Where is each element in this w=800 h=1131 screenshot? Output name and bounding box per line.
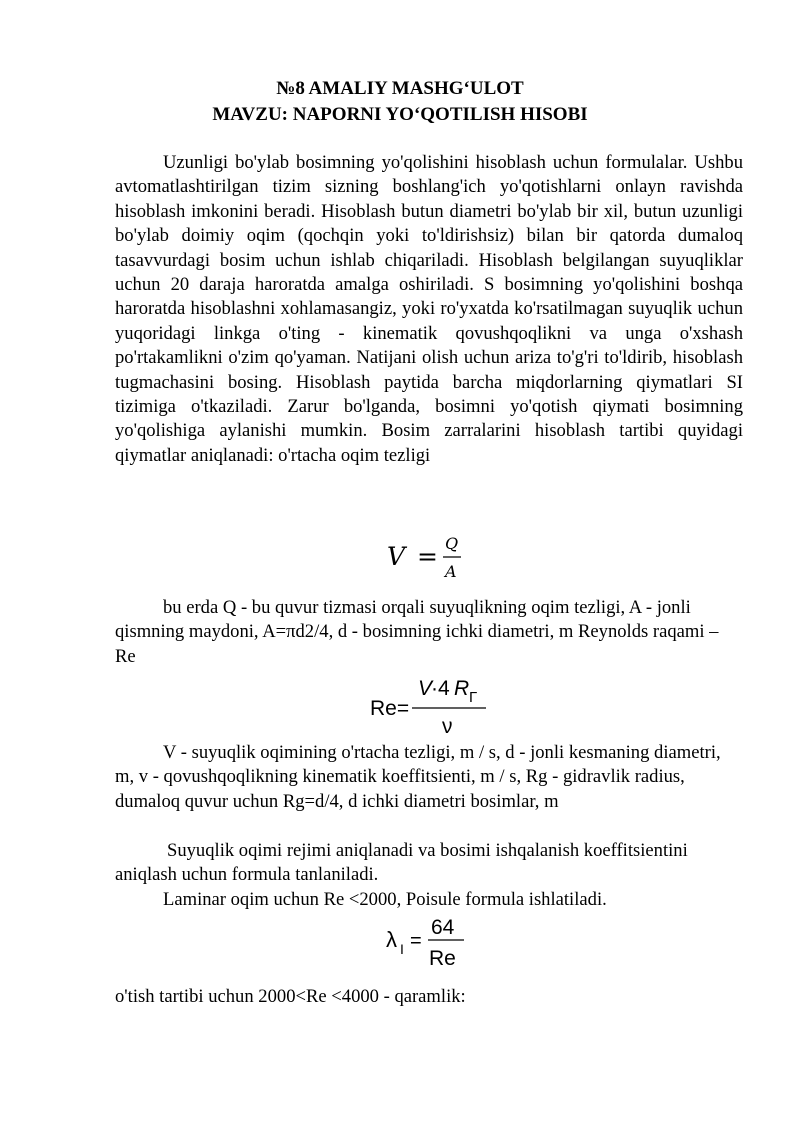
paragraph-transition: o'tish tartibi uchun 2000<Re <4000 - qaramlik: bbox=[115, 986, 466, 1007]
formula-lambda-lhs: λ bbox=[386, 927, 397, 952]
formula-lambda-eq: = bbox=[410, 930, 422, 952]
formula-lambda-numerator: 64 bbox=[431, 916, 455, 939]
formula-velocity-denominator: A bbox=[445, 562, 457, 581]
formula-lambda-sub: I bbox=[400, 941, 404, 957]
formula-reynolds-lhs: Re= bbox=[370, 697, 410, 720]
paragraph-intro: Uzunligi bo'ylab bosimning yo'qolishini hisoblash uchun formulalar. Ushbu avtomatlashtirilgan tizim sizning boshlang'ich yo'qotishlarni onlayn ravishda hisoblash imkonini beradi. Hisoblash butun diametri bo'ylab bir xil, butun uzunligi bo'ylab doimiy oqim (qochqin yoki to'ldirishsiz) bilan bir qatorda dumaloq tasavvurdagi bosim uchun ishlab chiqariladi. Hisoblash belgilangan suyuqliklar uchun 20 daraja haroratda amalga oshiriladi. S bosimning yo'qolishini boshqa haroratda hisoblashni xohlamasangiz, yoki ro'yxatda ko'rsatilmagan suyuqlik uchun yuqoridagi linkga o'ting - kinematik qovushqoqlikni va unga o'xshash po'rtakamlikni o'zim qo'yaman. Natijani olish uchun ariza to'g'ri to'ldirib, hisoblash tugmachasini bosing. Hisoblash paytida barcha miqdorlarning qiymatlari SI tizimiga o'tkaziladi. Zarur bo'lganda, bosimni yo'qotish qiymati bosimning yo'qolishiga aylanishi mumkin. Bosim zarralarini hisoblash tartibi quyidagi qiymatlar aniqlanadi: o'rtacha oqim tezligi bbox=[115, 152, 743, 466]
formula-reynolds-numerator-sub: Г bbox=[469, 689, 478, 706]
formula-velocity bbox=[385, 530, 475, 586]
formula-reynolds-numerator-dot4: ·4 bbox=[431, 677, 450, 700]
formula-velocity-lhs: V bbox=[387, 542, 406, 571]
document-title-line2: MAVZU: NAPORNI YO‘QOTILISH HISOBI bbox=[212, 104, 588, 125]
formula-reynolds-denominator: ν bbox=[442, 715, 453, 736]
formula-reynolds-numerator-v: V bbox=[418, 677, 433, 700]
paragraph-flow-regime: Suyuqlik oqimi rejimi aniqlanadi va bosimi ishqalanish koeffitsientini aniqlash uchun formula tanlaniladi. bbox=[115, 840, 688, 886]
formula-reynolds bbox=[368, 670, 498, 736]
formula-velocity-numerator: Q bbox=[445, 534, 459, 553]
document-title-line1: №8 AMALIY MASHG‘ULOT bbox=[276, 78, 524, 99]
formula-velocity-eq: = bbox=[417, 542, 438, 571]
formula-lambda bbox=[384, 912, 474, 974]
paragraph-velocity-definitions: bu erda Q - bu quvur tizmasi orqali suyuqlikning oqim tezligi, A - jonli qismning maydoni, A=πd2/4, d - bosimning ichki diametri, m Reynolds raqami – Re bbox=[115, 597, 719, 667]
formula-reynolds-numerator-r: R bbox=[454, 677, 470, 700]
paragraph-reynolds-definitions: V - suyuqlik oqimining o'rtacha tezligi, m / s, d - jonli kesmaning diametri, m, v - qovushqoqlikning kinematik koeffitsienti, m / s, Rg - gidravlik radius, dumaloq quvur uchun Rg=d/4, d ichki diametri bosimlar, m bbox=[115, 742, 721, 812]
paragraph-laminar: Laminar oqim uchun Re <2000, Poisule formula ishlatiladi. bbox=[163, 889, 607, 910]
formula-lambda-denominator: Re bbox=[429, 947, 456, 970]
